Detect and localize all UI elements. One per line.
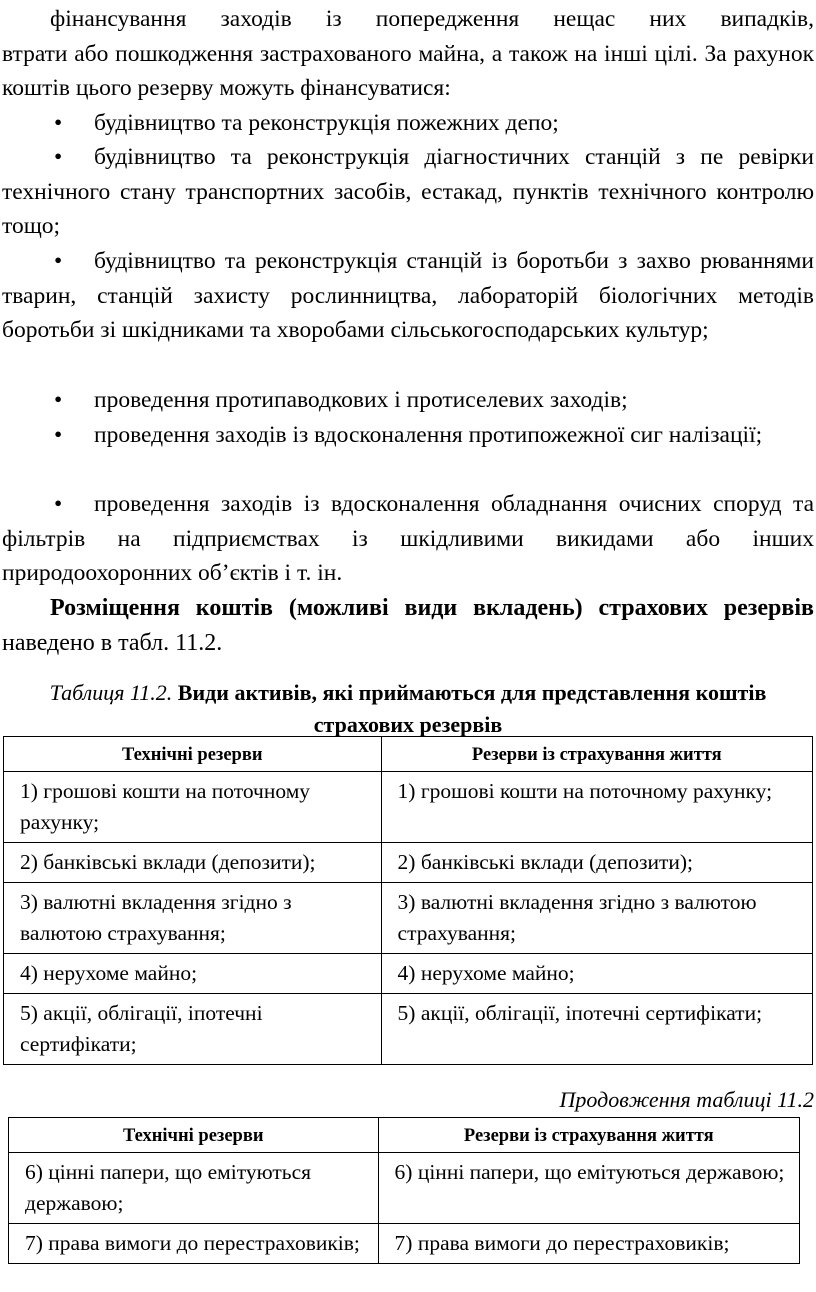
paragraph-continuation: втрати або пошкодження застрахованого майна, а також на інші цілі. За рахунок коштів цього резерву можуть фінансуватися:: [2, 40, 814, 102]
bullet-item: [2, 140, 814, 244]
table-cell: 7) права вимоги до перестраховиків;: [378, 1224, 799, 1264]
header-technical-reserves: Технічні резерви: [4, 737, 382, 772]
bullet-text: будівництво та реконструкція пожежних депо;: [94, 110, 559, 136]
table-cell: 3) валютні вкладення згідно з валютою страхування;: [381, 883, 812, 954]
bullet-text: проведення протипаводкових і протиселевих заходів;: [94, 387, 628, 413]
table-cell: 2) банківські вклади (депозити);: [381, 843, 812, 883]
table-cell: 5) акції, облігації, іпотечні сертифікати;: [4, 994, 382, 1065]
bullet-marker: •: [54, 110, 63, 136]
bullet-item: [2, 418, 814, 453]
table-row: [9, 1153, 800, 1224]
bullet-item: [2, 383, 814, 418]
bullet-marker: •: [54, 422, 63, 448]
table-cell: 5) акції, облігації, іпотечні сертифікати;: [381, 994, 812, 1065]
bullet-marker: •: [54, 248, 63, 274]
header-life-insurance-reserves: Резерви із страхування життя: [378, 1118, 799, 1153]
table-caption-label: Таблиця 11.2.: [49, 680, 173, 705]
table-row: [4, 843, 813, 883]
assets-table: [3, 736, 813, 1065]
table-cell: 1) грошові кошти на поточному рахунку;: [381, 772, 812, 843]
header-technical-reserves: Технічні резерви: [9, 1118, 379, 1153]
table-header-row: [9, 1118, 800, 1153]
paragraph-reserve-funding: [2, 2, 814, 106]
paragraph-placement: [2, 591, 814, 660]
bullet-text: будівництво та реконструкція діагностичних станцій з пе ревірки технічного стану транспортних засобів, естакад, пунктів технічного контролю тощо;: [2, 144, 814, 240]
table-cell: 4) нерухоме майно;: [4, 954, 382, 994]
header-life-insurance-reserves: Резерви із страхування життя: [381, 737, 812, 772]
table-row: [4, 883, 813, 954]
assets-table-continued: [8, 1117, 800, 1264]
bullet-item: [2, 106, 814, 141]
table-row: [4, 772, 813, 843]
bullet-text: проведення заходів із вдосконалення протипожежної сиг налізації;: [94, 422, 763, 448]
table-header-row: [4, 737, 813, 772]
table-continuation-label: Продовження таблиці 11.2: [559, 1087, 814, 1112]
table-row: [9, 1224, 800, 1264]
bullet-text: будівництво та реконструкція станцій із боротьби з захво рюваннями тварин, станцій захисту рослинництва, лабораторій біологічних методів боротьби зі шкідниками та хворобами сільськогосподарських культур;: [2, 248, 814, 344]
placement-text: наведено в табл. 11.2.: [2, 629, 223, 656]
table-row: [4, 994, 813, 1065]
table-cell: 3) валютні вкладення згідно з валютою страхування;: [4, 883, 382, 954]
table-cell: 7) права вимоги до перестраховиків;: [9, 1224, 379, 1264]
paragraph-first-line: фінансування заходів із попередження нещас них випадків,: [50, 6, 814, 32]
table-caption-title: Види активів, які приймаються для представлення коштів страхових резервів: [172, 680, 767, 737]
bullet-marker: •: [54, 491, 63, 517]
table-cell: 2) банківські вклади (депозити);: [4, 843, 382, 883]
table-row: [4, 954, 813, 994]
bullet-marker: •: [54, 387, 63, 413]
table-cell: 4) нерухоме майно;: [381, 954, 812, 994]
bullet-item: [2, 487, 814, 591]
bullet-marker: •: [54, 144, 63, 170]
table-cell: 6) цінні папери, що емітуються державою;: [9, 1153, 379, 1224]
table-cell: 6) цінні папери, що емітуються державою;: [378, 1153, 799, 1224]
bullet-item: [2, 244, 814, 348]
placement-heading: Розміщення коштів (можливі види вкладень) страхових резервів: [50, 595, 814, 621]
table-caption: [0, 677, 816, 741]
table-cell: 1) грошові кошти на поточному рахунку;: [4, 772, 382, 843]
bullet-text: проведення заходів із вдосконалення обладнання очисних споруд та фільтрів на підприємствах із шкідливими викидами або інших природоохоронних об’єктів і т. ін.: [2, 491, 814, 587]
